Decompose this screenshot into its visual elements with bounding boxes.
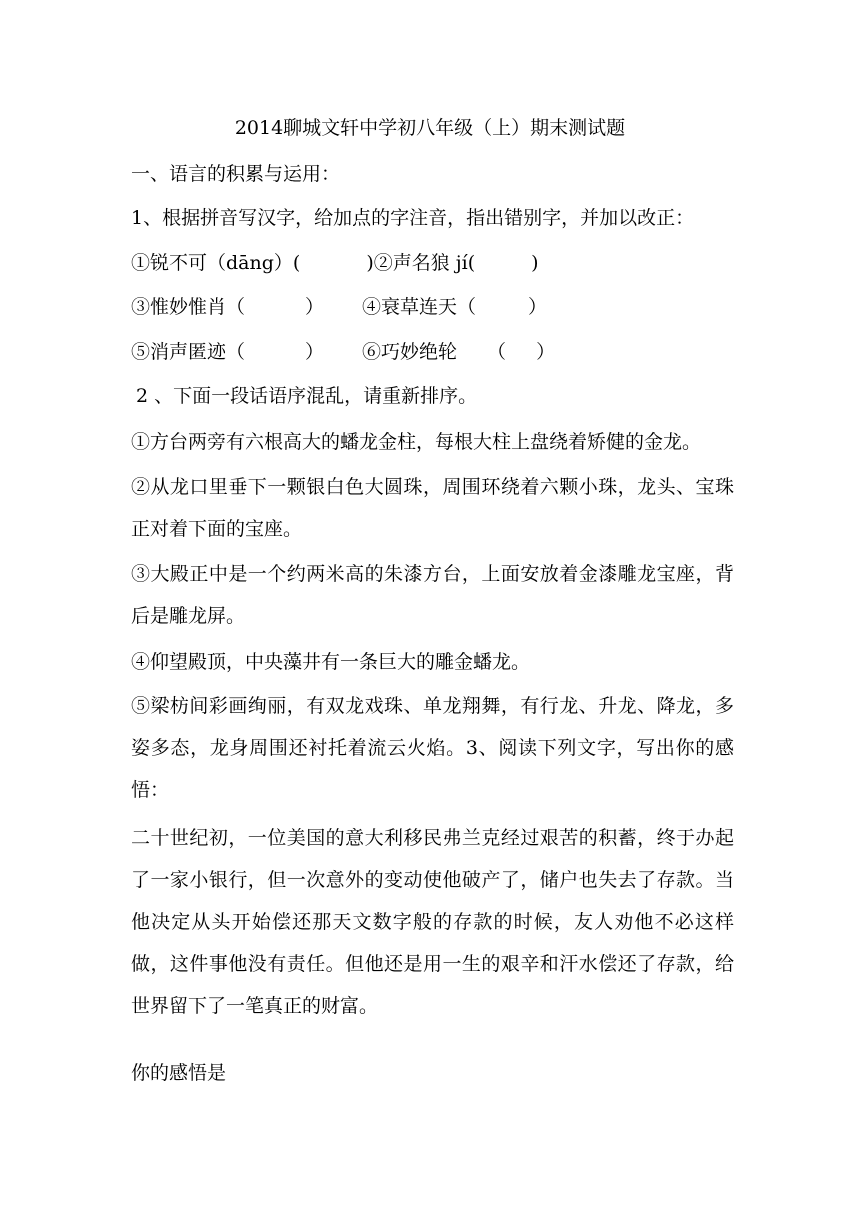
question-1-row-1 [131,249,539,277]
sentence-4: ④仰望殿顶，中央藻井有一条巨大的雕金蟠龙。 [131,651,531,673]
sentence-1: ①方台两旁有六根高大的蟠龙金柱，每根大柱上盘绕着矫健的金龙。 [131,431,702,453]
item-3-close: ） [305,296,325,318]
sentence-3: ③大殿正中是一个约两米高的朱漆方台，上面安放着金漆雕龙宝座，背后是雕龙屏。 [131,563,734,627]
question-1-row-3 [131,338,555,366]
item-5-close: ） [305,341,325,363]
item-1-close: ) [366,252,374,274]
item-1-text: ①锐不可（dāng）( [131,252,301,274]
document-title: 2014聊城文轩中学初八年级（上）期末测试题 [234,117,626,139]
item-5-text: ⑤消声匿迹（ [131,341,246,363]
item-6-text: ⑥巧妙绝轮 [362,341,458,363]
question-2-prompt: 2 、下面一段话语序混乱，请重新排序。 [136,385,478,407]
sentence-2: ②从龙口里垂下一颗银白色大圆珠，周围环绕着六颗小珠，龙头、宝珠正对着下面的宝座。 [131,476,734,540]
item-2-text: ②声名狼 jí( [373,252,476,274]
answer-prompt: 你的感悟是 [131,1062,227,1084]
item-4-text: ④衰草连天（ [362,296,477,318]
item-2-close: ) [531,252,539,274]
item-3-text: ③惟妙惟肖（ [131,296,246,318]
question-1-prompt: 1、根据拼音写汉字，给加点的字注音，指出错别字，并加以改正： [131,207,695,229]
reading-passage: 二十世纪初，一位美国的意大利移民弗兰克经过艰苦的积蓄，终于办起了一家小银行，但一次意外的变动使他破产了，储户也失去了存款。当他决定从头开始偿还那天文数字般的存款的时候，友人劝他不必这样做，这件事他没有责任。但他还是用一生的艰辛和汗水偿还了存款，给世界留下了一笔真正的财富。 [131,827,734,1017]
item-6-close: ） [536,341,556,363]
question-1-row-2 [131,293,547,321]
item-4-close: ） [528,296,548,318]
item-6-open: （ [487,341,507,363]
section-heading: 一、语言的积累与运用： [131,163,341,185]
sentence-5: ⑤梁枋间彩画绚丽，有双龙戏珠、单龙翔舞，有行龙、升龙、降龙，多姿多态，龙身周围还衬托着流云火焰。3、阅读下列文字，写出你的感悟： [131,695,734,801]
